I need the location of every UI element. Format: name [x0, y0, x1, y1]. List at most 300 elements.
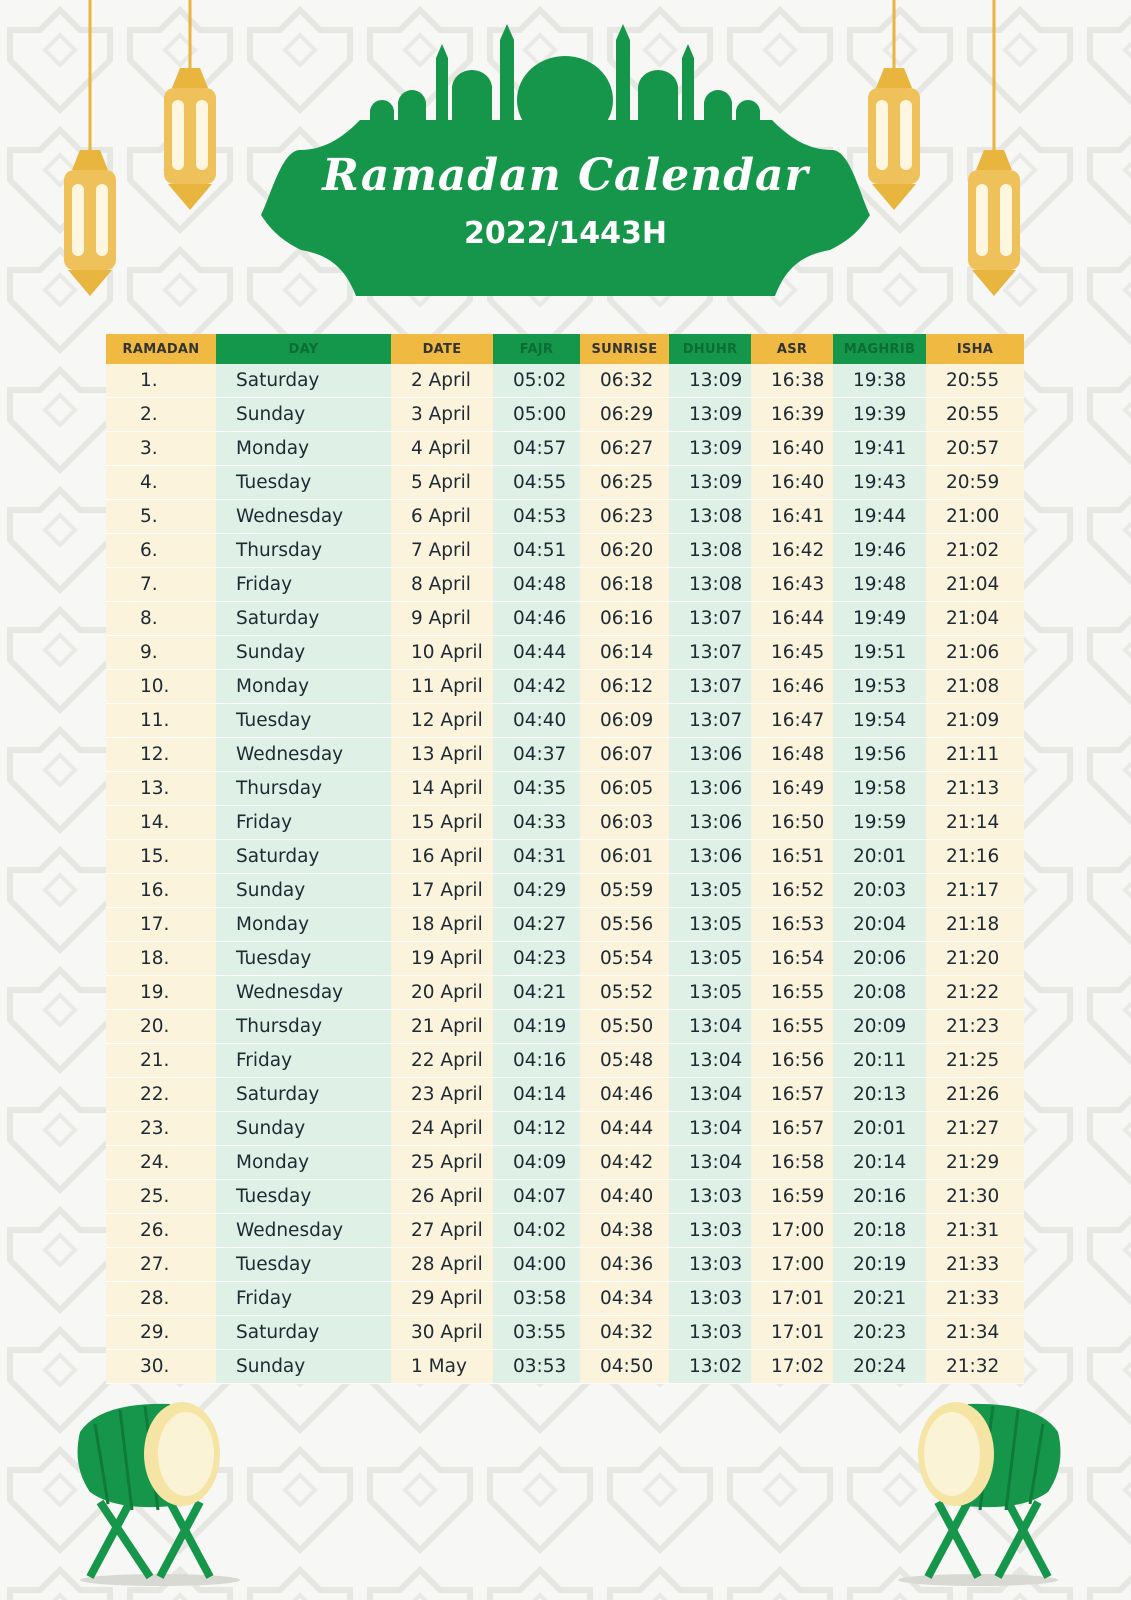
sunrise-time-cell: 06:12	[580, 670, 669, 704]
dhuhr-time-cell: 13:07	[669, 670, 751, 704]
maghrib-time-cell: 20:01	[833, 1112, 926, 1146]
table-row	[106, 976, 1024, 1010]
maghrib-time-cell: 20:19	[833, 1248, 926, 1282]
date-cell: 6 April	[391, 500, 493, 534]
date-cell: 21 April	[391, 1010, 493, 1044]
dhuhr-time-cell: 13:03	[669, 1180, 751, 1214]
maghrib-time-cell: 19:38	[833, 364, 926, 398]
date-cell: 7 April	[391, 534, 493, 568]
table-row	[106, 1248, 1024, 1282]
ramadan-day-cell: 9.	[106, 636, 216, 670]
table-row	[106, 738, 1024, 772]
fajr-time-cell: 04:57	[493, 432, 580, 466]
isha-time-cell: 21:34	[926, 1316, 1024, 1350]
isha-time-cell: 21:27	[926, 1112, 1024, 1146]
isha-time-cell: 21:33	[926, 1248, 1024, 1282]
asr-time-cell: 16:55	[751, 976, 833, 1010]
fajr-time-cell: 04:40	[493, 704, 580, 738]
page-title: Ramadan Calendar	[322, 150, 809, 201]
column-header-maghrib: MAGHRIB	[833, 334, 926, 364]
fajr-time-cell: 05:02	[493, 364, 580, 398]
maghrib-time-cell: 20:16	[833, 1180, 926, 1214]
ramadan-day-cell: 18.	[106, 942, 216, 976]
ramadan-day-cell: 10.	[106, 670, 216, 704]
dhuhr-time-cell: 13:04	[669, 1078, 751, 1112]
sunrise-time-cell: 04:36	[580, 1248, 669, 1282]
weekday-cell: Sunday	[216, 1350, 391, 1384]
asr-time-cell: 16:40	[751, 466, 833, 500]
maghrib-time-cell: 20:18	[833, 1214, 926, 1248]
column-header-fajr: FAJR	[493, 334, 580, 364]
date-cell: 18 April	[391, 908, 493, 942]
weekday-cell: Monday	[216, 670, 391, 704]
bedug-drum-icon	[878, 1392, 1078, 1592]
asr-time-cell: 17:01	[751, 1316, 833, 1350]
isha-time-cell: 21:09	[926, 704, 1024, 738]
ramadan-calendar-table	[106, 334, 1024, 1384]
table-row	[106, 398, 1024, 432]
ramadan-day-cell: 27.	[106, 1248, 216, 1282]
dhuhr-time-cell: 13:02	[669, 1350, 751, 1384]
asr-time-cell: 16:51	[751, 840, 833, 874]
date-cell: 19 April	[391, 942, 493, 976]
ramadan-day-cell: 8.	[106, 602, 216, 636]
maghrib-time-cell: 19:49	[833, 602, 926, 636]
maghrib-time-cell: 19:43	[833, 466, 926, 500]
weekday-cell: Sunday	[216, 1112, 391, 1146]
sunrise-time-cell: 06:27	[580, 432, 669, 466]
page-subtitle: 2022/1443H	[463, 216, 668, 251]
isha-time-cell: 20:55	[926, 398, 1024, 432]
table-row	[106, 806, 1024, 840]
ramadan-day-cell: 15.	[106, 840, 216, 874]
ramadan-day-cell: 3.	[106, 432, 216, 466]
table-row	[106, 500, 1024, 534]
maghrib-time-cell: 19:59	[833, 806, 926, 840]
dhuhr-time-cell: 13:09	[669, 466, 751, 500]
dhuhr-time-cell: 13:08	[669, 500, 751, 534]
fajr-time-cell: 03:55	[493, 1316, 580, 1350]
isha-time-cell: 21:32	[926, 1350, 1024, 1384]
maghrib-time-cell: 19:53	[833, 670, 926, 704]
column-header-ramadan: RAMADAN	[106, 334, 216, 364]
ramadan-day-cell: 26.	[106, 1214, 216, 1248]
asr-time-cell: 16:49	[751, 772, 833, 806]
isha-time-cell: 21:13	[926, 772, 1024, 806]
date-cell: 27 April	[391, 1214, 493, 1248]
ramadan-day-cell: 7.	[106, 568, 216, 602]
weekday-cell: Friday	[216, 1282, 391, 1316]
dhuhr-time-cell: 13:08	[669, 534, 751, 568]
maghrib-time-cell: 20:04	[833, 908, 926, 942]
date-cell: 23 April	[391, 1078, 493, 1112]
asr-time-cell: 16:53	[751, 908, 833, 942]
maghrib-time-cell: 20:14	[833, 1146, 926, 1180]
dhuhr-time-cell: 13:03	[669, 1248, 751, 1282]
maghrib-time-cell: 19:48	[833, 568, 926, 602]
sunrise-time-cell: 05:50	[580, 1010, 669, 1044]
sunrise-time-cell: 05:56	[580, 908, 669, 942]
weekday-cell: Thursday	[216, 772, 391, 806]
fajr-time-cell: 04:53	[493, 500, 580, 534]
isha-time-cell: 20:59	[926, 466, 1024, 500]
sunrise-time-cell: 04:40	[580, 1180, 669, 1214]
asr-time-cell: 16:50	[751, 806, 833, 840]
maghrib-time-cell: 20:01	[833, 840, 926, 874]
sunrise-time-cell: 06:16	[580, 602, 669, 636]
dhuhr-time-cell: 13:05	[669, 874, 751, 908]
fajr-time-cell: 04:19	[493, 1010, 580, 1044]
ramadan-day-cell: 29.	[106, 1316, 216, 1350]
maghrib-time-cell: 20:23	[833, 1316, 926, 1350]
ramadan-day-cell: 19.	[106, 976, 216, 1010]
weekday-cell: Wednesday	[216, 976, 391, 1010]
date-cell: 20 April	[391, 976, 493, 1010]
table-header-row	[106, 334, 1024, 364]
asr-time-cell: 16:43	[751, 568, 833, 602]
table-row	[106, 1282, 1024, 1316]
sunrise-time-cell: 06:14	[580, 636, 669, 670]
date-cell: 14 April	[391, 772, 493, 806]
table-row	[106, 602, 1024, 636]
date-cell: 25 April	[391, 1146, 493, 1180]
dhuhr-time-cell: 13:09	[669, 398, 751, 432]
sunrise-time-cell: 05:59	[580, 874, 669, 908]
sunrise-time-cell: 04:46	[580, 1078, 669, 1112]
weekday-cell: Tuesday	[216, 466, 391, 500]
asr-time-cell: 16:38	[751, 364, 833, 398]
weekday-cell: Saturday	[216, 1078, 391, 1112]
date-cell: 1 May	[391, 1350, 493, 1384]
weekday-cell: Tuesday	[216, 704, 391, 738]
weekday-cell: Saturday	[216, 1316, 391, 1350]
ramadan-day-cell: 20.	[106, 1010, 216, 1044]
dhuhr-time-cell: 13:03	[669, 1282, 751, 1316]
asr-time-cell: 16:59	[751, 1180, 833, 1214]
fajr-time-cell: 03:58	[493, 1282, 580, 1316]
asr-time-cell: 17:00	[751, 1214, 833, 1248]
sunrise-time-cell: 06:01	[580, 840, 669, 874]
fajr-time-cell: 05:00	[493, 398, 580, 432]
weekday-cell: Monday	[216, 432, 391, 466]
table-row	[106, 840, 1024, 874]
weekday-cell: Sunday	[216, 398, 391, 432]
date-cell: 17 April	[391, 874, 493, 908]
fajr-time-cell: 04:46	[493, 602, 580, 636]
ramadan-day-cell: 23.	[106, 1112, 216, 1146]
fajr-time-cell: 04:37	[493, 738, 580, 772]
dhuhr-time-cell: 13:04	[669, 1010, 751, 1044]
sunrise-time-cell: 05:48	[580, 1044, 669, 1078]
maghrib-time-cell: 19:39	[833, 398, 926, 432]
fajr-time-cell: 04:16	[493, 1044, 580, 1078]
sunrise-time-cell: 04:34	[580, 1282, 669, 1316]
asr-time-cell: 16:42	[751, 534, 833, 568]
isha-time-cell: 21:18	[926, 908, 1024, 942]
asr-time-cell: 16:46	[751, 670, 833, 704]
weekday-cell: Tuesday	[216, 1180, 391, 1214]
fajr-time-cell: 04:00	[493, 1248, 580, 1282]
isha-time-cell: 21:11	[926, 738, 1024, 772]
asr-time-cell: 16:54	[751, 942, 833, 976]
asr-time-cell: 17:02	[751, 1350, 833, 1384]
sunrise-time-cell: 06:20	[580, 534, 669, 568]
table-row	[106, 1214, 1024, 1248]
maghrib-time-cell: 20:09	[833, 1010, 926, 1044]
fajr-time-cell: 04:31	[493, 840, 580, 874]
asr-time-cell: 16:52	[751, 874, 833, 908]
table-row	[106, 772, 1024, 806]
dhuhr-time-cell: 13:05	[669, 976, 751, 1010]
weekday-cell: Wednesday	[216, 738, 391, 772]
table-row	[106, 364, 1024, 398]
table-row	[106, 534, 1024, 568]
column-header-isha: ISHA	[926, 334, 1024, 364]
column-header-date: DATE	[391, 334, 493, 364]
asr-time-cell: 16:58	[751, 1146, 833, 1180]
column-header-sunrise: SUNRISE	[580, 334, 669, 364]
fajr-time-cell: 04:44	[493, 636, 580, 670]
sunrise-time-cell: 06:09	[580, 704, 669, 738]
dhuhr-time-cell: 13:04	[669, 1146, 751, 1180]
weekday-cell: Sunday	[216, 874, 391, 908]
sunrise-time-cell: 06:25	[580, 466, 669, 500]
date-cell: 10 April	[391, 636, 493, 670]
dhuhr-time-cell: 13:08	[669, 568, 751, 602]
fajr-time-cell: 04:12	[493, 1112, 580, 1146]
date-cell: 8 April	[391, 568, 493, 602]
isha-time-cell: 21:02	[926, 534, 1024, 568]
isha-time-cell: 21:22	[926, 976, 1024, 1010]
maghrib-time-cell: 19:58	[833, 772, 926, 806]
maghrib-time-cell: 20:24	[833, 1350, 926, 1384]
table-row	[106, 1350, 1024, 1384]
isha-time-cell: 21:04	[926, 568, 1024, 602]
maghrib-time-cell: 20:03	[833, 874, 926, 908]
weekday-cell: Friday	[216, 806, 391, 840]
date-cell: 24 April	[391, 1112, 493, 1146]
asr-time-cell: 16:40	[751, 432, 833, 466]
ramadan-day-cell: 6.	[106, 534, 216, 568]
table-row	[106, 568, 1024, 602]
isha-time-cell: 21:06	[926, 636, 1024, 670]
maghrib-time-cell: 19:46	[833, 534, 926, 568]
table-row	[106, 466, 1024, 500]
asr-time-cell: 16:39	[751, 398, 833, 432]
ramadan-day-cell: 21.	[106, 1044, 216, 1078]
fajr-time-cell: 04:33	[493, 806, 580, 840]
isha-time-cell: 21:08	[926, 670, 1024, 704]
isha-time-cell: 21:33	[926, 1282, 1024, 1316]
weekday-cell: Thursday	[216, 534, 391, 568]
asr-time-cell: 16:45	[751, 636, 833, 670]
ramadan-day-cell: 30.	[106, 1350, 216, 1384]
weekday-cell: Sunday	[216, 636, 391, 670]
ramadan-day-cell: 22.	[106, 1078, 216, 1112]
date-cell: 11 April	[391, 670, 493, 704]
table-row	[106, 670, 1024, 704]
asr-time-cell: 16:57	[751, 1112, 833, 1146]
asr-time-cell: 16:41	[751, 500, 833, 534]
dhuhr-time-cell: 13:06	[669, 840, 751, 874]
maghrib-time-cell: 19:41	[833, 432, 926, 466]
weekday-cell: Monday	[216, 908, 391, 942]
table-row	[106, 1112, 1024, 1146]
column-header-asr: ASR	[751, 334, 833, 364]
isha-time-cell: 21:17	[926, 874, 1024, 908]
fajr-time-cell: 04:29	[493, 874, 580, 908]
weekday-cell: Tuesday	[216, 942, 391, 976]
ramadan-day-cell: 11.	[106, 704, 216, 738]
sunrise-time-cell: 04:50	[580, 1350, 669, 1384]
ramadan-day-cell: 13.	[106, 772, 216, 806]
date-cell: 26 April	[391, 1180, 493, 1214]
isha-time-cell: 21:29	[926, 1146, 1024, 1180]
dhuhr-time-cell: 13:06	[669, 806, 751, 840]
isha-time-cell: 21:20	[926, 942, 1024, 976]
isha-time-cell: 20:55	[926, 364, 1024, 398]
fajr-time-cell: 04:55	[493, 466, 580, 500]
date-cell: 16 April	[391, 840, 493, 874]
date-cell: 22 April	[391, 1044, 493, 1078]
date-cell: 12 April	[391, 704, 493, 738]
isha-time-cell: 20:57	[926, 432, 1024, 466]
maghrib-time-cell: 20:13	[833, 1078, 926, 1112]
maghrib-time-cell: 20:06	[833, 942, 926, 976]
weekday-cell: Thursday	[216, 1010, 391, 1044]
fajr-time-cell: 04:21	[493, 976, 580, 1010]
isha-time-cell: 21:26	[926, 1078, 1024, 1112]
fajr-time-cell: 04:27	[493, 908, 580, 942]
date-cell: 30 April	[391, 1316, 493, 1350]
ramadan-day-cell: 1.	[106, 364, 216, 398]
date-cell: 28 April	[391, 1248, 493, 1282]
dhuhr-time-cell: 13:05	[669, 942, 751, 976]
table-row	[106, 1010, 1024, 1044]
fajr-time-cell: 04:51	[493, 534, 580, 568]
table-row	[106, 908, 1024, 942]
dhuhr-time-cell: 13:04	[669, 1112, 751, 1146]
date-cell: 3 April	[391, 398, 493, 432]
column-header-day: DAY	[216, 334, 391, 364]
dhuhr-time-cell: 13:07	[669, 704, 751, 738]
ramadan-day-cell: 25.	[106, 1180, 216, 1214]
table-row	[106, 1044, 1024, 1078]
table-row	[106, 942, 1024, 976]
fajr-time-cell: 04:02	[493, 1214, 580, 1248]
sunrise-time-cell: 06:03	[580, 806, 669, 840]
ramadan-day-cell: 14.	[106, 806, 216, 840]
isha-time-cell: 21:25	[926, 1044, 1024, 1078]
table-body	[106, 364, 1024, 1384]
ramadan-day-cell: 4.	[106, 466, 216, 500]
ramadan-day-cell: 12.	[106, 738, 216, 772]
weekday-cell: Saturday	[216, 364, 391, 398]
ramadan-day-cell: 5.	[106, 500, 216, 534]
fajr-time-cell: 04:35	[493, 772, 580, 806]
date-cell: 13 April	[391, 738, 493, 772]
asr-time-cell: 17:01	[751, 1282, 833, 1316]
dhuhr-time-cell: 13:09	[669, 432, 751, 466]
weekday-cell: Friday	[216, 1044, 391, 1078]
isha-time-cell: 21:16	[926, 840, 1024, 874]
fajr-time-cell: 03:53	[493, 1350, 580, 1384]
sunrise-time-cell: 05:52	[580, 976, 669, 1010]
asr-time-cell: 16:44	[751, 602, 833, 636]
maghrib-time-cell: 20:21	[833, 1282, 926, 1316]
date-cell: 4 April	[391, 432, 493, 466]
asr-time-cell: 16:57	[751, 1078, 833, 1112]
sunrise-time-cell: 06:07	[580, 738, 669, 772]
ramadan-day-cell: 2.	[106, 398, 216, 432]
maghrib-time-cell: 19:44	[833, 500, 926, 534]
isha-time-cell: 21:14	[926, 806, 1024, 840]
table-row	[106, 704, 1024, 738]
dhuhr-time-cell: 13:03	[669, 1214, 751, 1248]
table-row	[106, 874, 1024, 908]
ramadan-day-cell: 16.	[106, 874, 216, 908]
weekday-cell: Saturday	[216, 840, 391, 874]
dhuhr-time-cell: 13:07	[669, 636, 751, 670]
fajr-time-cell: 04:23	[493, 942, 580, 976]
sunrise-time-cell: 05:54	[580, 942, 669, 976]
column-header-dhuhr: DHUHR	[669, 334, 751, 364]
table-row	[106, 432, 1024, 466]
maghrib-time-cell: 19:54	[833, 704, 926, 738]
bedug-drum-icon	[60, 1392, 260, 1592]
dhuhr-time-cell: 13:09	[669, 364, 751, 398]
sunrise-time-cell: 04:38	[580, 1214, 669, 1248]
ramadan-day-cell: 24.	[106, 1146, 216, 1180]
dhuhr-time-cell: 13:04	[669, 1044, 751, 1078]
weekday-cell: Wednesday	[216, 1214, 391, 1248]
isha-time-cell: 21:00	[926, 500, 1024, 534]
maghrib-time-cell: 19:56	[833, 738, 926, 772]
dhuhr-time-cell: 13:03	[669, 1316, 751, 1350]
weekday-cell: Tuesday	[216, 1248, 391, 1282]
fajr-time-cell: 04:48	[493, 568, 580, 602]
date-cell: 2 April	[391, 364, 493, 398]
date-cell: 5 April	[391, 466, 493, 500]
date-cell: 9 April	[391, 602, 493, 636]
isha-time-cell: 21:23	[926, 1010, 1024, 1044]
sunrise-time-cell: 06:32	[580, 364, 669, 398]
dhuhr-time-cell: 13:05	[669, 908, 751, 942]
fajr-time-cell: 04:14	[493, 1078, 580, 1112]
sunrise-time-cell: 06:29	[580, 398, 669, 432]
weekday-cell: Wednesday	[216, 500, 391, 534]
table-row	[106, 636, 1024, 670]
sunrise-time-cell: 06:18	[580, 568, 669, 602]
maghrib-time-cell: 19:51	[833, 636, 926, 670]
isha-time-cell: 21:31	[926, 1214, 1024, 1248]
asr-time-cell: 16:48	[751, 738, 833, 772]
dhuhr-time-cell: 13:07	[669, 602, 751, 636]
table-row	[106, 1180, 1024, 1214]
ramadan-day-cell: 17.	[106, 908, 216, 942]
sunrise-time-cell: 04:42	[580, 1146, 669, 1180]
fajr-time-cell: 04:07	[493, 1180, 580, 1214]
table-row	[106, 1146, 1024, 1180]
asr-time-cell: 16:56	[751, 1044, 833, 1078]
isha-time-cell: 21:30	[926, 1180, 1024, 1214]
date-cell: 15 April	[391, 806, 493, 840]
sunrise-time-cell: 04:32	[580, 1316, 669, 1350]
weekday-cell: Saturday	[216, 602, 391, 636]
dhuhr-time-cell: 13:06	[669, 772, 751, 806]
sunrise-time-cell: 04:44	[580, 1112, 669, 1146]
table-row	[106, 1316, 1024, 1350]
